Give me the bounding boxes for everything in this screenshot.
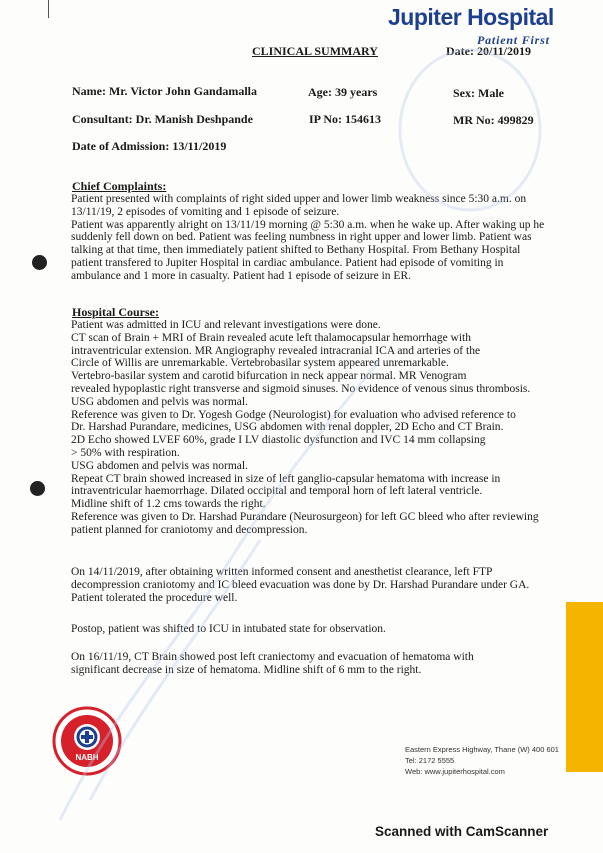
chief-complaints-heading: Chief Complaints: (72, 179, 167, 193)
nabh-label: NABH (75, 753, 99, 762)
text-line: Patient was admitted in ICU and relevant investigations were done. (71, 319, 381, 331)
text-line: Circle of Willis are unremarkable. Vertebrobasilar system appeared unremarkable. (71, 357, 449, 370)
hospital-address-block (405, 744, 559, 777)
hospital-tagline: Patient First (477, 33, 550, 47)
punch-hole (30, 481, 45, 496)
text-line: 2D Echo showed LVEF 60%, grade I LV diastolic dysfunction and IVC 14 mm collapsing (71, 434, 486, 447)
text-line: suddenly fell down on bed. Patient was feeling numbness in right upper and lower limb. Patient was (71, 231, 532, 244)
nabh-seal-icon (52, 706, 122, 776)
text-line: Vertebro-basilar system and carotid bifurcation in neck appear normal. MR Venogram (71, 370, 467, 383)
consultant-name: Consultant: Dr. Manish Deshpande (72, 112, 253, 126)
hospital-course-text (71, 319, 561, 537)
punch-hole (32, 255, 47, 270)
text-line: Patient was apparently alright on 13/11/19 morning @ 5:30 a.m. when he wake up. After waking up he (71, 218, 545, 231)
mr-number: MR No: 499829 (453, 113, 534, 127)
address-line: Eastern Express Highway, Thane (W) 400 601 (405, 745, 559, 754)
text-line: 13/11/19, 2 episodes of vomiting and 1 episode of seizure. (71, 205, 340, 218)
text-line: Patient tolerated the procedure well. (71, 591, 238, 604)
text-line: revealed hypoplastic right transverse and sigmoid sinuses. No evidence of venous sinus thrombosis. (71, 382, 531, 395)
text-line: Reference was given to Dr. Harshad Purandare (Neurosurgeon) for left GC bleed who after reviewing (71, 510, 539, 523)
text-line: > 50% with respiration. (71, 446, 180, 459)
admission-date: Date of Admission: 13/11/2019 (72, 139, 227, 153)
text-line: USG abdomen and pelvis was normal. (71, 395, 248, 408)
text-line: USG abdomen and pelvis was normal. (71, 459, 248, 472)
postop-text (71, 623, 561, 636)
page-title: CLINICAL SUMMARY (252, 44, 378, 58)
text-line: Reference was given to Dr. Yogesh Godge (Neurologist) for evaluation who advised reference to (71, 408, 516, 421)
scan-edge-mark (48, 0, 49, 18)
text-line: talking at that time, then immediately patient shifted to Bethany Hospital. From Bethany Hospital (71, 244, 521, 257)
hospital-logo: Jupiter Hospital (388, 4, 554, 30)
text-line: Patient presented with complaints of right sided upper and lower limb weakness since 5:30 a.m. on (71, 193, 527, 205)
telephone-line: Tel: 2172 5555 (405, 756, 455, 765)
text-line: Dr. Harshad Purandare, medicines, USG abdomen with renal doppler, 2D Echo and CT Brain. (71, 421, 504, 434)
summary-date: Date: 20/11/2019 (446, 44, 531, 58)
followup-text (71, 651, 561, 677)
patient-age: Age: 39 years (308, 85, 378, 99)
surgery-text (71, 566, 561, 604)
text-line: On 16/11/19, CT Brain showed post left craniectomy and evacuation of hematoma with (71, 651, 474, 663)
text-line: intraventricular extension. MR Angiography revealed intracranial ICA and arteries of the (71, 344, 481, 357)
text-line: intraventricular haemorrhage. Dilated occipital and temporal horn of left lateral ventricle. (71, 485, 483, 498)
text-line: Midline shift of 1.2 cms towards the right. (71, 498, 266, 511)
accent-bar (566, 602, 603, 772)
website-line: Web: www.jupiterhospital.com (405, 767, 505, 776)
text-line: Repeat CT brain showed increased in size of left ganglio-capsular hematoma with increase in (71, 472, 501, 485)
text-line: decompression craniotomy and IC bleed evacuation was done by Dr. Harshad Purandare under GA. (71, 578, 530, 591)
text-line: patient transfered to Jupiter Hospital in cardiac ambulance. Patient had episode of vomiting in (71, 256, 504, 269)
ip-number: IP No: 154613 (309, 112, 381, 126)
text-line: ambulance and 1 more in casualty. Patient had 1 episode of seizure in ER. (71, 269, 411, 282)
hospital-course-heading: Hospital Course: (72, 305, 159, 319)
text-line: Postop, patient was shifted to ICU in intubated state for observation. (71, 623, 386, 635)
text-line: On 14/11/2019, after obtaining written informed consent and anesthetist clearance, left FTP (71, 566, 493, 578)
chief-complaints-text (71, 193, 561, 283)
patient-sex: Sex: Male (453, 86, 504, 100)
text-line: patient planned for craniotomy and decompression. (71, 523, 308, 536)
scanner-watermark-text: Scanned with CamScanner (375, 824, 549, 839)
text-line: significant decrease in size of hematoma. Midline shift of 6 mm to the right. (71, 663, 422, 676)
patient-name: Name: Mr. Victor John Gandamalla (72, 84, 257, 98)
text-line: CT scan of Brain + MRI of Brain revealed acute left thalamocapsular hemorrhage with (71, 331, 472, 344)
